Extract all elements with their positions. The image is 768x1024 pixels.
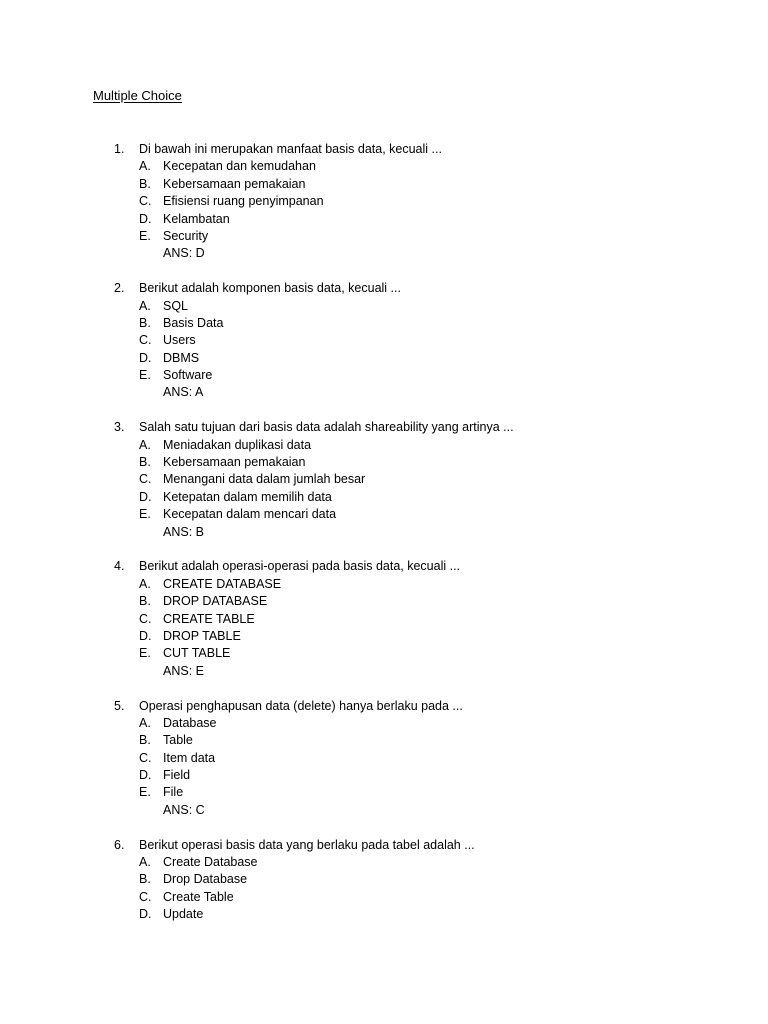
option-row [114, 906, 734, 923]
option-text: Kecepatan dalam mencari data [163, 507, 337, 522]
option-letter: B. [139, 176, 151, 191]
question-row [114, 280, 734, 297]
question-row [114, 419, 734, 436]
option-letter: C. [139, 889, 152, 904]
option-text: Efisiensi ruang penyimpanan [163, 194, 324, 209]
option-letter: C. [139, 472, 152, 487]
option-row [114, 332, 734, 349]
option-text: File [163, 785, 184, 800]
option-row [114, 315, 734, 332]
question-item [114, 837, 734, 924]
question-item [114, 419, 734, 541]
option-text: Users [163, 333, 196, 348]
option-text: Kebersamaan pemakaian [163, 176, 306, 191]
question-item [114, 558, 734, 680]
option-row [114, 506, 734, 523]
option-letter: C. [139, 194, 152, 209]
option-letter: D. [139, 907, 152, 922]
option-text: CREATE DATABASE [163, 576, 282, 591]
option-text: Field [163, 768, 191, 783]
option-row [114, 176, 734, 193]
option-text: SQL [163, 298, 189, 313]
option-row [114, 784, 734, 801]
option-row [114, 350, 734, 367]
question-number: 6. [114, 837, 125, 852]
question-row [114, 141, 734, 158]
option-row [114, 454, 734, 471]
option-letter: A. [139, 855, 151, 870]
option-letter: C. [139, 611, 152, 626]
question-number: 1. [114, 142, 125, 156]
option-text: Software [163, 368, 213, 383]
option-letter: B. [139, 733, 151, 748]
answer-key: ANS: B [163, 524, 204, 539]
option-row [114, 871, 734, 888]
option-text: Ketepatan dalam memilih data [163, 489, 332, 504]
option-letter: E. [139, 785, 151, 800]
option-letter: B. [139, 594, 151, 609]
answer-key: ANS: A [163, 385, 204, 400]
option-letter: D. [139, 489, 152, 504]
option-row [114, 298, 734, 315]
option-text: Item data [163, 750, 216, 765]
option-row [114, 593, 734, 610]
option-letter: D. [139, 350, 152, 365]
option-row [114, 193, 734, 210]
option-letter: E. [139, 646, 151, 661]
question-text: Operasi penghapusan data (delete) hanya berlaku pada ... [139, 698, 463, 713]
option-row [114, 489, 734, 506]
option-letter: E. [139, 507, 151, 522]
option-text: DBMS [163, 350, 200, 365]
option-text: Meniadakan duplikasi data [163, 437, 312, 452]
question-text: Di bawah ini merupakan manfaat basis data, kecuali ... [139, 142, 442, 156]
option-row [114, 889, 734, 906]
option-letter: A. [139, 715, 151, 730]
option-text: DROP TABLE [163, 628, 241, 643]
question-text: Berikut operasi basis data yang berlaku pada tabel adalah ... [139, 837, 475, 852]
option-row [114, 576, 734, 593]
option-letter: D. [139, 628, 152, 643]
option-row [114, 750, 734, 767]
option-letter: C. [139, 750, 152, 765]
option-row [114, 715, 734, 732]
option-text: Table [163, 733, 193, 748]
option-letter: A. [139, 437, 151, 452]
option-letter: B. [139, 872, 151, 887]
page-title: Multiple Choice [93, 88, 182, 103]
question-text: Berikut adalah komponen basis data, kecuali ... [139, 281, 401, 296]
option-letter: B. [139, 455, 151, 470]
option-text: Kebersamaan pemakaian [163, 455, 306, 470]
question-item [114, 280, 734, 402]
option-row [114, 628, 734, 645]
question-item [114, 698, 734, 820]
option-row [114, 228, 734, 245]
question-row [114, 558, 734, 575]
option-letter: A. [139, 298, 151, 313]
option-text: Create Database [163, 855, 258, 870]
answer-key: ANS: C [163, 802, 205, 817]
option-letter: B. [139, 315, 151, 330]
option-row [114, 158, 734, 175]
question-text: Salah satu tujuan dari basis data adalah shareability yang artinya ... [139, 420, 514, 435]
option-text: Kecepatan dan kemudahan [163, 159, 316, 174]
option-letter: A. [139, 576, 151, 591]
answer-key: ANS: E [163, 663, 204, 678]
question-number: 4. [114, 559, 125, 574]
option-row [114, 854, 734, 871]
option-row [114, 471, 734, 488]
option-text: Drop Database [163, 872, 248, 887]
question-number: 5. [114, 698, 125, 713]
option-letter: A. [139, 159, 151, 174]
option-letter: D. [139, 768, 152, 783]
question-list [114, 141, 734, 941]
option-text: Basis Data [163, 315, 224, 330]
option-text: Database [163, 715, 217, 730]
option-letter: E. [139, 228, 151, 243]
option-letter: C. [139, 333, 152, 348]
option-text: Security [163, 228, 209, 243]
question-number: 2. [114, 281, 125, 296]
option-row [114, 611, 734, 628]
option-row [114, 367, 734, 384]
option-text: CREATE TABLE [163, 611, 255, 626]
option-letter: E. [139, 368, 151, 383]
question-row [114, 837, 734, 854]
option-row [114, 732, 734, 749]
option-row [114, 437, 734, 454]
answer-key: ANS: D [163, 246, 205, 261]
question-number: 3. [114, 420, 125, 435]
option-row [114, 645, 734, 662]
option-text: Create Table [163, 889, 234, 904]
option-text: CUT TABLE [163, 646, 231, 661]
question-row [114, 698, 734, 715]
option-text: Update [163, 907, 204, 922]
option-text: Menangani data dalam jumlah besar [163, 472, 366, 487]
option-row [114, 767, 734, 784]
option-text: Kelambatan [163, 211, 230, 226]
question-text: Berikut adalah operasi-operasi pada basis data, kecuali ... [139, 559, 461, 574]
question-item [114, 141, 734, 263]
option-letter: D. [139, 211, 152, 226]
option-row [114, 211, 734, 228]
option-text: DROP DATABASE [163, 594, 268, 609]
